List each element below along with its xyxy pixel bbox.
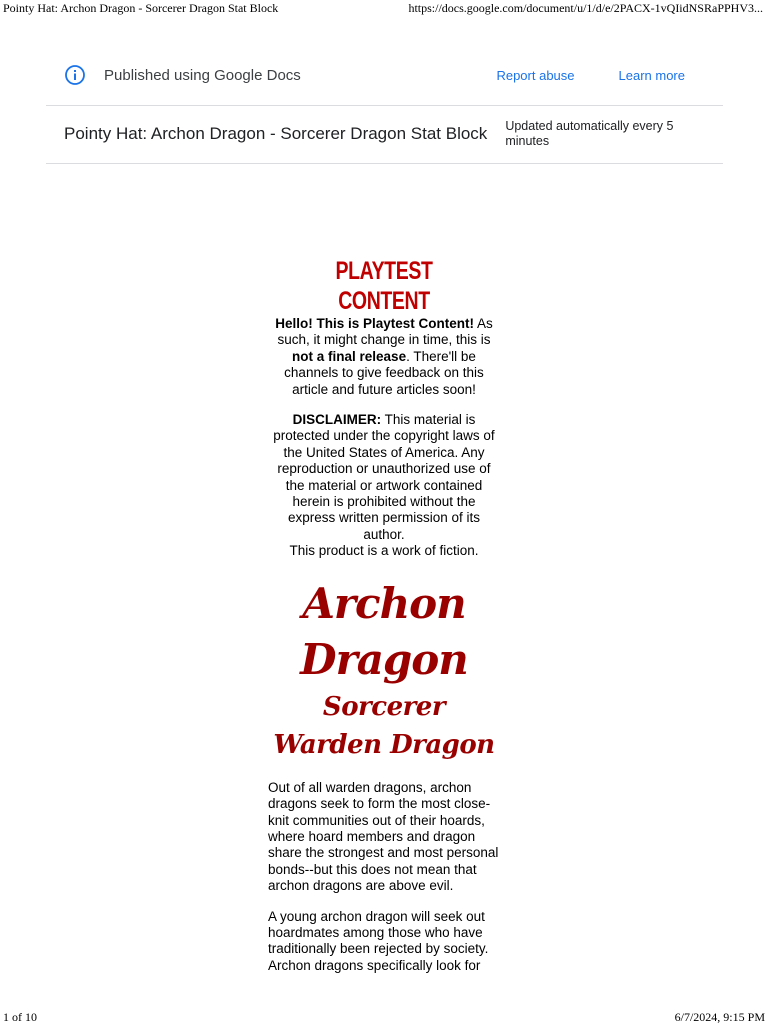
document-content [268, 256, 500, 974]
published-banner [46, 45, 723, 106]
page-number: 1 of 10 [3, 1010, 37, 1024]
playtest-heading: PLAYTEST CONTENT [335, 257, 433, 315]
printed-at: 6/7/2024, 9:15 PM [674, 1010, 765, 1024]
playtest-intro-text: As such, it might change in time, this is [277, 316, 493, 348]
disclaimer-label: DISCLAIMER: [292, 412, 382, 428]
document-title-bar [46, 105, 723, 164]
playtest-intro-bold: Hello! This is Playtest Content! [275, 316, 474, 331]
fiction-note: This product is a work of fiction. [289, 543, 479, 559]
published-text: Published using Google Docs [104, 66, 301, 84]
print-header-title: Pointy Hat: Archon Dragon - Sorcerer Dragon Stat Block [3, 1, 279, 15]
playtest-intro-text2: . There'll be channels to give feedback on this article and future articles soon! [284, 348, 484, 397]
body-paragraph: A young archon dragon will seek out hoardmates among those who have traditionally been rejected by society. Archon dragons specifically look for [268, 908, 489, 973]
page-title: Archon Dragon [300, 578, 468, 684]
info-icon [64, 64, 86, 86]
document-title: Pointy Hat: Archon Dragon - Sorcerer Dragon Stat Block [64, 124, 488, 143]
print-header-url: https://docs.google.com/document/u/1/d/e/2PACX-1vQIidNSRaPPHV3... [408, 1, 763, 15]
playtest-intro-bold2: not a final release [292, 348, 407, 364]
page-subtitle: Sorcerer Warden Dragon [273, 691, 495, 760]
print-header [0, 0, 768, 16]
disclaimer-text: This material is protected under the copyright laws of the United States of America. Any reproduction or unauthorized use of the material or artwork contained herein is prohibited without the express written permission of its author. [273, 412, 495, 542]
body-paragraph: Out of all warden dragons, archon dragons seek to form the most close-knit communities out of their hoards, where hoard members and dragon share the strongest and most personal bonds--but this does not mean that archon dragons are above evil. [268, 779, 499, 894]
playtest-intro [268, 316, 500, 398]
update-note: Updated automatically every 5 minutes [505, 119, 674, 148]
report-abuse-link[interactable]: Report abuse [496, 67, 575, 83]
print-footer [0, 1010, 768, 1024]
learn-more-link[interactable]: Learn more [618, 67, 685, 83]
disclaimer [268, 412, 500, 543]
